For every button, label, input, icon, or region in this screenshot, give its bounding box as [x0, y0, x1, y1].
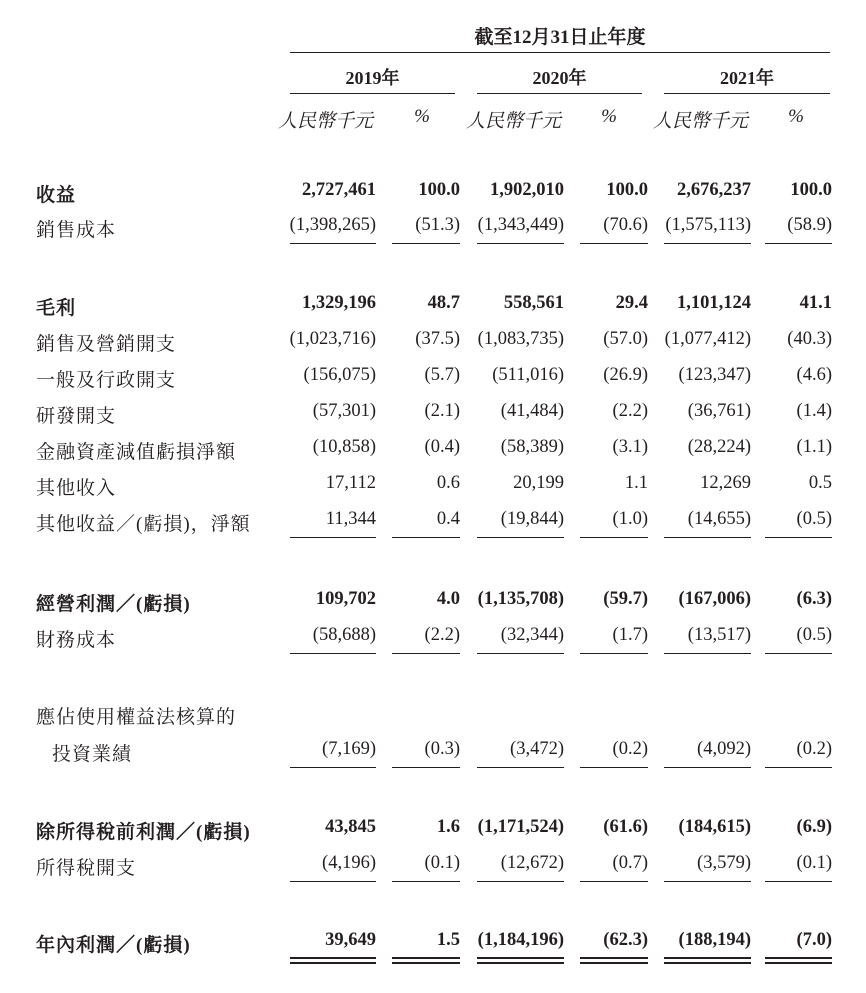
column-subtotal-rule: [664, 653, 751, 654]
column-total-double-rule: [580, 957, 648, 964]
column-subtotal-rule: [580, 881, 648, 882]
row-value: 1,101,124: [677, 293, 751, 313]
row-value: 1.6: [436, 817, 460, 837]
percent-unit-label: %: [601, 106, 617, 127]
row-value: (2.1): [424, 401, 460, 421]
row-value: 1,329,196: [302, 293, 376, 313]
row-value: 100.0: [790, 180, 832, 200]
row-label: 銷售及營銷開支: [36, 334, 177, 355]
column-subtotal-rule: [392, 537, 460, 538]
title-underline: [290, 52, 830, 53]
row-label: 除所得稅前利潤／(虧損): [36, 822, 251, 843]
row-value: (0.7): [612, 853, 648, 873]
row-value: (4.6): [796, 365, 832, 385]
column-total-double-rule: [290, 957, 376, 964]
row-value: 41.1: [799, 293, 832, 313]
row-value: 11,344: [325, 509, 376, 529]
column-subtotal-rule: [290, 243, 376, 244]
column-subtotal-rule: [664, 537, 751, 538]
column-subtotal-rule: [290, 653, 376, 654]
row-value: (14,655): [687, 509, 751, 529]
row-value: 1,902,010: [490, 180, 564, 200]
row-value: (6.3): [796, 589, 832, 609]
row-value: (123,347): [678, 365, 751, 385]
row-value: (511,016): [492, 365, 564, 385]
row-value: (7,169): [322, 739, 376, 759]
row-value: (0.5): [796, 625, 832, 645]
currency-unit-label: 人民幣千元: [465, 111, 561, 132]
row-value: (156,075): [303, 365, 376, 385]
column-subtotal-rule: [664, 767, 751, 768]
row-label: 研發開支: [36, 406, 117, 427]
row-value: (1,575,113): [665, 215, 751, 235]
row-value: 1.5: [436, 930, 460, 950]
row-label: 年內利潤／(虧損): [36, 935, 191, 956]
row-value: 100.0: [418, 180, 460, 200]
row-value: (1.7): [612, 625, 648, 645]
column-subtotal-rule: [580, 767, 648, 768]
row-value: 558,561: [503, 293, 564, 313]
row-value: (12,672): [500, 853, 564, 873]
year-2021-underline: [664, 93, 830, 94]
row-value: (41,484): [500, 401, 564, 421]
row-value: (0.2): [796, 739, 832, 759]
row-value: (3,472): [510, 739, 564, 759]
column-subtotal-rule: [477, 653, 564, 654]
row-label: 財務成本: [36, 630, 117, 651]
column-subtotal-rule: [664, 881, 751, 882]
row-value: (7.0): [796, 930, 832, 950]
row-value: (3.1): [612, 437, 648, 457]
row-label: 應佔使用權益法核算的: [36, 707, 237, 728]
row-value: (0.5): [796, 509, 832, 529]
row-value: 29.4: [615, 293, 648, 313]
year-2020-underline: [477, 93, 642, 94]
row-value: (0.3): [424, 739, 460, 759]
row-value: (37.5): [415, 329, 460, 349]
row-value: (58.9): [787, 215, 832, 235]
row-value: (59.7): [603, 589, 648, 609]
currency-unit-label: 人民幣千元: [652, 111, 748, 132]
column-total-double-rule: [765, 957, 832, 964]
row-value: 20,199: [513, 473, 564, 493]
column-subtotal-rule: [765, 653, 832, 654]
year-2019-heading: 2019年: [345, 68, 400, 88]
row-value: 39,649: [325, 930, 376, 950]
column-subtotal-rule: [765, 881, 832, 882]
row-value: (58,389): [500, 437, 564, 457]
row-value: (62.3): [603, 930, 648, 950]
column-subtotal-rule: [765, 243, 832, 244]
row-value: (1,398,265): [289, 215, 376, 235]
row-value: (70.6): [603, 215, 648, 235]
row-value: 4.0: [436, 589, 460, 609]
row-value: 100.0: [606, 180, 648, 200]
column-total-double-rule: [477, 957, 564, 964]
row-value: (0.1): [796, 853, 832, 873]
row-value: 1.1: [624, 473, 648, 493]
row-value: (26.9): [603, 365, 648, 385]
row-label: 收益: [36, 185, 77, 206]
row-value: (57,301): [312, 401, 376, 421]
column-subtotal-rule: [580, 537, 648, 538]
row-value: (4,092): [697, 739, 751, 759]
row-value: (0.4): [424, 437, 460, 457]
column-subtotal-rule: [580, 243, 648, 244]
column-subtotal-rule: [477, 537, 564, 538]
row-value: 48.7: [427, 293, 460, 313]
column-total-double-rule: [664, 957, 751, 964]
row-value: 2,727,461: [302, 180, 376, 200]
row-value: (10,858): [312, 437, 376, 457]
row-label: 其他收入: [36, 478, 117, 499]
row-value: (1,171,524): [477, 817, 564, 837]
table-period-title: 截至12月31日止年度: [474, 27, 646, 48]
row-value: (28,224): [687, 437, 751, 457]
row-value: 2,676,237: [677, 180, 751, 200]
row-value: (40.3): [787, 329, 832, 349]
row-value: (1.4): [796, 401, 832, 421]
row-value: (61.6): [603, 817, 648, 837]
percent-unit-label: %: [788, 106, 804, 127]
row-value: (3,579): [697, 853, 751, 873]
row-value: (188,194): [678, 930, 751, 950]
row-value: (1,023,716): [289, 329, 376, 349]
column-total-double-rule: [392, 957, 460, 964]
row-value: (1.1): [796, 437, 832, 457]
row-value: (5.7): [424, 365, 460, 385]
row-value: (1.0): [612, 509, 648, 529]
row-value: 0.4: [436, 509, 460, 529]
row-value: (1,184,196): [477, 930, 564, 950]
row-value: (0.2): [612, 739, 648, 759]
column-subtotal-rule: [765, 767, 832, 768]
row-label: 毛利: [36, 298, 77, 319]
row-label: 銷售成本: [36, 220, 117, 241]
row-value: (6.9): [796, 817, 832, 837]
column-subtotal-rule: [290, 767, 376, 768]
row-label: 投資業績: [52, 744, 133, 765]
row-value: (32,344): [500, 625, 564, 645]
row-value: (1,077,412): [664, 329, 751, 349]
row-value: (58,688): [312, 625, 376, 645]
row-label: 一般及行政開支: [36, 370, 177, 391]
column-subtotal-rule: [580, 653, 648, 654]
row-value: (1,343,449): [477, 215, 564, 235]
currency-unit-label: 人民幣千元: [277, 111, 373, 132]
column-subtotal-rule: [290, 537, 376, 538]
row-value: (51.3): [415, 215, 460, 235]
row-value: 0.5: [808, 473, 832, 493]
row-value: 12,269: [700, 473, 751, 493]
row-value: (57.0): [603, 329, 648, 349]
row-value: (0.1): [424, 853, 460, 873]
column-subtotal-rule: [290, 881, 376, 882]
row-label: 經營利潤／(虧損): [36, 594, 191, 615]
column-subtotal-rule: [477, 881, 564, 882]
row-value: (184,615): [678, 817, 751, 837]
row-value: (1,135,708): [477, 589, 564, 609]
year-2020-heading: 2020年: [532, 68, 587, 88]
row-value: (13,517): [687, 625, 751, 645]
row-label: 所得稅開支: [36, 858, 137, 879]
column-subtotal-rule: [392, 881, 460, 882]
column-subtotal-rule: [392, 767, 460, 768]
row-value: (1,083,735): [477, 329, 564, 349]
year-2021-heading: 2021年: [720, 68, 774, 88]
year-2019-underline: [290, 93, 455, 94]
row-value: (167,006): [678, 589, 751, 609]
row-value: 0.6: [436, 473, 460, 493]
row-value: (19,844): [500, 509, 564, 529]
row-value: (4,196): [322, 853, 376, 873]
row-value: 43,845: [325, 817, 376, 837]
row-value: (2.2): [612, 401, 648, 421]
row-value: 17,112: [325, 473, 376, 493]
column-subtotal-rule: [392, 243, 460, 244]
row-value: (36,761): [687, 401, 751, 421]
column-subtotal-rule: [664, 243, 751, 244]
row-label: 其他收益／(虧損)，淨額: [36, 514, 251, 535]
column-subtotal-rule: [477, 767, 564, 768]
row-label: 金融資產減值虧損淨額: [36, 442, 237, 463]
column-subtotal-rule: [477, 243, 564, 244]
column-subtotal-rule: [392, 653, 460, 654]
percent-unit-label: %: [414, 106, 430, 127]
row-value: (2.2): [424, 625, 460, 645]
column-subtotal-rule: [765, 537, 832, 538]
row-value: 109,702: [315, 589, 376, 609]
